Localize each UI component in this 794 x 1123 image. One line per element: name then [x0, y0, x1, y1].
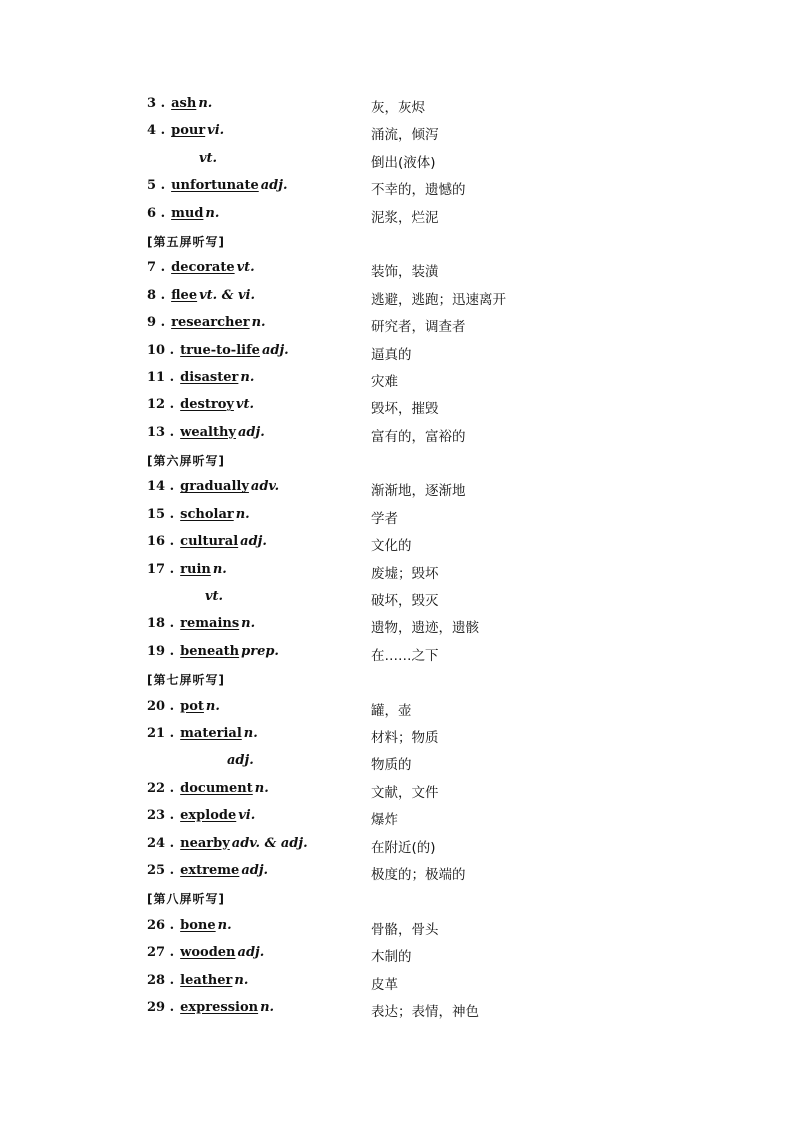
term [147, 945, 264, 960]
item-number: 16 . [147, 534, 175, 550]
vocab-row [0, 421, 794, 448]
meaning: 物质的 [371, 757, 412, 774]
vocab-word: cultural [180, 534, 239, 550]
item-number: 25 . [147, 862, 175, 878]
term [147, 397, 254, 412]
vocab-word: scholar [180, 506, 234, 522]
meaning: 灰，灰烬 [371, 100, 425, 116]
meaning: 富有的，富裕的 [371, 428, 466, 445]
term [147, 343, 289, 358]
term [147, 151, 217, 166]
part-of-speech: prep. [241, 643, 279, 659]
vocab-word: true-to-life [180, 342, 260, 358]
item-number: 20 . [147, 698, 175, 714]
part-of-speech: n. [240, 369, 255, 385]
term [147, 781, 269, 796]
vocab-row [0, 941, 794, 968]
meaning: 装饰，装潢 [371, 264, 439, 281]
term [147, 726, 258, 741]
vocab-row [0, 695, 794, 722]
term [147, 288, 255, 303]
vocab-row [0, 969, 794, 996]
meaning: 学者 [371, 510, 398, 527]
vocab-row [0, 174, 794, 201]
vocab-word: beneath [180, 643, 240, 659]
vocab-row [0, 393, 794, 420]
meaning: 文献，文件 [371, 784, 439, 801]
vocab-row [0, 119, 794, 146]
vocab-row [0, 311, 794, 338]
vocab-word: decorate [171, 260, 235, 276]
meaning: 罐，壶 [371, 702, 412, 719]
section-heading [0, 886, 794, 913]
meaning: 遗物，遗迹，遗骸 [371, 620, 479, 637]
vocab-row [0, 804, 794, 831]
vocab-row [0, 339, 794, 366]
vocab-word: mud [171, 205, 204, 221]
term [147, 699, 220, 714]
vocab-word: leather [180, 972, 233, 988]
part-of-speech: n. [234, 972, 249, 988]
vocab-word: bone [180, 917, 216, 933]
meaning: 涌流，倾泻 [371, 127, 439, 144]
item-number: 17 . [147, 561, 175, 577]
vocab-row [0, 914, 794, 941]
section-label: [第八屏听写] [147, 892, 225, 907]
meaning: 在附近(的) [371, 839, 436, 856]
item-number: 11 . [147, 369, 175, 385]
part-of-speech: vt. [199, 150, 218, 166]
vocab-row [0, 585, 794, 612]
vocab-word: pour [171, 123, 206, 139]
term [147, 808, 255, 823]
part-of-speech: vt. [205, 589, 224, 605]
item-number: 29 . [147, 999, 175, 1015]
term [147, 753, 254, 768]
meaning: 文化的 [371, 538, 412, 555]
meaning: 灾难 [371, 373, 398, 390]
vocab-word: remains [180, 616, 240, 632]
vocab-row [0, 996, 794, 1023]
item-number: 9 . [147, 315, 166, 331]
item-number: 21 . [147, 725, 175, 741]
meaning: 倒出(液体) [371, 154, 436, 171]
vocab-row [0, 284, 794, 311]
vocab-row [0, 749, 794, 776]
term [147, 123, 224, 138]
section-heading [0, 448, 794, 475]
term [147, 973, 248, 988]
part-of-speech: n. [254, 780, 269, 796]
vocab-word: ash [171, 96, 197, 111]
part-of-speech: adj. [240, 534, 267, 550]
vocab-word: pot [180, 698, 204, 714]
item-number: 7 . [147, 260, 166, 276]
meaning: 破坏，毁灭 [371, 593, 439, 610]
meaning: 泥浆，烂泥 [371, 209, 439, 226]
term [147, 644, 279, 659]
vocab-word: gradually [180, 479, 249, 495]
part-of-speech: adv. [250, 479, 280, 495]
term [147, 1000, 274, 1015]
term [147, 479, 279, 494]
vocab-row [0, 722, 794, 749]
vocab-row [0, 832, 794, 859]
meaning: 废墟；毁坏 [371, 565, 439, 582]
part-of-speech: n. [217, 917, 232, 933]
part-of-speech: vt. & vi. [199, 287, 256, 303]
part-of-speech: adj. [260, 178, 288, 194]
vocabulary-list [0, 92, 794, 1023]
item-number: 22 . [147, 780, 175, 796]
vocab-row [0, 612, 794, 639]
part-of-speech: adj. [238, 424, 265, 440]
vocab-row [0, 530, 794, 557]
vocab-row [0, 503, 794, 530]
term [147, 534, 267, 549]
meaning: 极度的；极端的 [371, 866, 466, 883]
vocab-word: expression [180, 999, 259, 1015]
part-of-speech: vt. [235, 397, 255, 413]
item-number: 8 . [147, 287, 166, 303]
part-of-speech: n. [205, 698, 220, 714]
item-number: 12 . [147, 397, 175, 413]
part-of-speech: n. [243, 725, 258, 741]
meaning: 材料；物质 [371, 729, 439, 746]
vocab-row [0, 202, 794, 229]
item-number: 10 . [147, 342, 175, 358]
item-number: 28 . [147, 972, 175, 988]
term [147, 260, 255, 275]
term [147, 836, 308, 851]
term [147, 425, 265, 440]
item-number: 23 . [147, 808, 175, 824]
vocab-row [0, 859, 794, 886]
vocab-word: document [180, 780, 253, 796]
meaning: 在……之下 [371, 647, 439, 664]
part-of-speech: n. [241, 616, 256, 632]
item-number: 13 . [147, 424, 175, 440]
vocab-word: flee [171, 287, 198, 303]
term [147, 206, 219, 221]
item-number: 24 . [147, 835, 175, 851]
vocab-word: wooden [180, 945, 236, 961]
vocab-word: explode [180, 808, 237, 824]
vocab-row [0, 475, 794, 502]
section-heading [0, 229, 794, 256]
part-of-speech: adj. [227, 753, 254, 769]
item-number: 4 . [147, 123, 166, 139]
item-number: 27 . [147, 945, 175, 961]
part-of-speech: adj. [261, 342, 289, 358]
meaning: 研究者，调查者 [371, 319, 466, 336]
vocab-word: researcher [171, 315, 250, 331]
item-number: 5 . [147, 178, 166, 194]
part-of-speech: n. [260, 999, 275, 1015]
vocab-row [0, 558, 794, 585]
part-of-speech: vi. [207, 123, 225, 139]
section-label: [第七屏听写] [147, 673, 225, 688]
part-of-speech: adj. [241, 862, 269, 878]
term [147, 315, 266, 330]
part-of-speech: adv. & adj. [231, 835, 308, 851]
meaning: 骨骼，骨头 [371, 921, 439, 938]
section-heading [0, 667, 794, 694]
vocab-word: nearby [180, 835, 230, 851]
vocab-row [0, 366, 794, 393]
vocab-row [0, 92, 794, 119]
item-number: 14 . [147, 479, 175, 495]
meaning: 不幸的，遗憾的 [371, 182, 466, 199]
section-label: [第五屏听写] [147, 234, 225, 249]
vocab-row [0, 256, 794, 283]
item-number: 19 . [147, 643, 175, 659]
meaning: 表达；表情，神色 [371, 1003, 479, 1020]
part-of-speech: n. [198, 96, 213, 111]
meaning: 毁坏，摧毁 [371, 401, 439, 418]
part-of-speech: n. [205, 205, 220, 221]
item-number: 15 . [147, 506, 175, 522]
meaning: 皮革 [371, 976, 398, 993]
meaning: 爆炸 [371, 812, 398, 829]
term [147, 863, 268, 878]
term [147, 507, 250, 522]
term [147, 96, 212, 111]
vocab-row [0, 147, 794, 174]
part-of-speech: n. [251, 315, 266, 331]
term [147, 616, 255, 631]
term [147, 918, 232, 933]
item-number: 3 . [147, 96, 166, 111]
vocab-word: material [180, 725, 242, 741]
part-of-speech: vi. [238, 808, 256, 824]
term [147, 589, 223, 604]
vocab-word: disaster [180, 369, 239, 385]
meaning: 木制的 [371, 949, 412, 966]
vocab-row [0, 640, 794, 667]
item-number: 18 . [147, 616, 175, 632]
item-number: 26 . [147, 917, 175, 933]
vocab-row [0, 777, 794, 804]
term [147, 562, 227, 577]
item-number: 6 . [147, 205, 166, 221]
part-of-speech: n. [212, 561, 227, 577]
part-of-speech: vt. [236, 260, 255, 276]
term [147, 370, 254, 385]
vocab-word: wealthy [180, 424, 236, 440]
vocab-word: extreme [180, 862, 240, 878]
section-label: [第六屏听写] [147, 454, 225, 469]
part-of-speech: adj. [237, 945, 265, 961]
part-of-speech: n. [235, 506, 250, 522]
meaning: 逼真的 [371, 346, 412, 363]
vocab-word: unfortunate [171, 178, 259, 194]
meaning: 逃避，逃跑；迅速离开 [371, 291, 506, 308]
meaning: 渐渐地，逐渐地 [371, 483, 466, 500]
term [147, 178, 287, 193]
vocab-word: destroy [180, 397, 234, 413]
vocab-word: ruin [180, 561, 211, 577]
